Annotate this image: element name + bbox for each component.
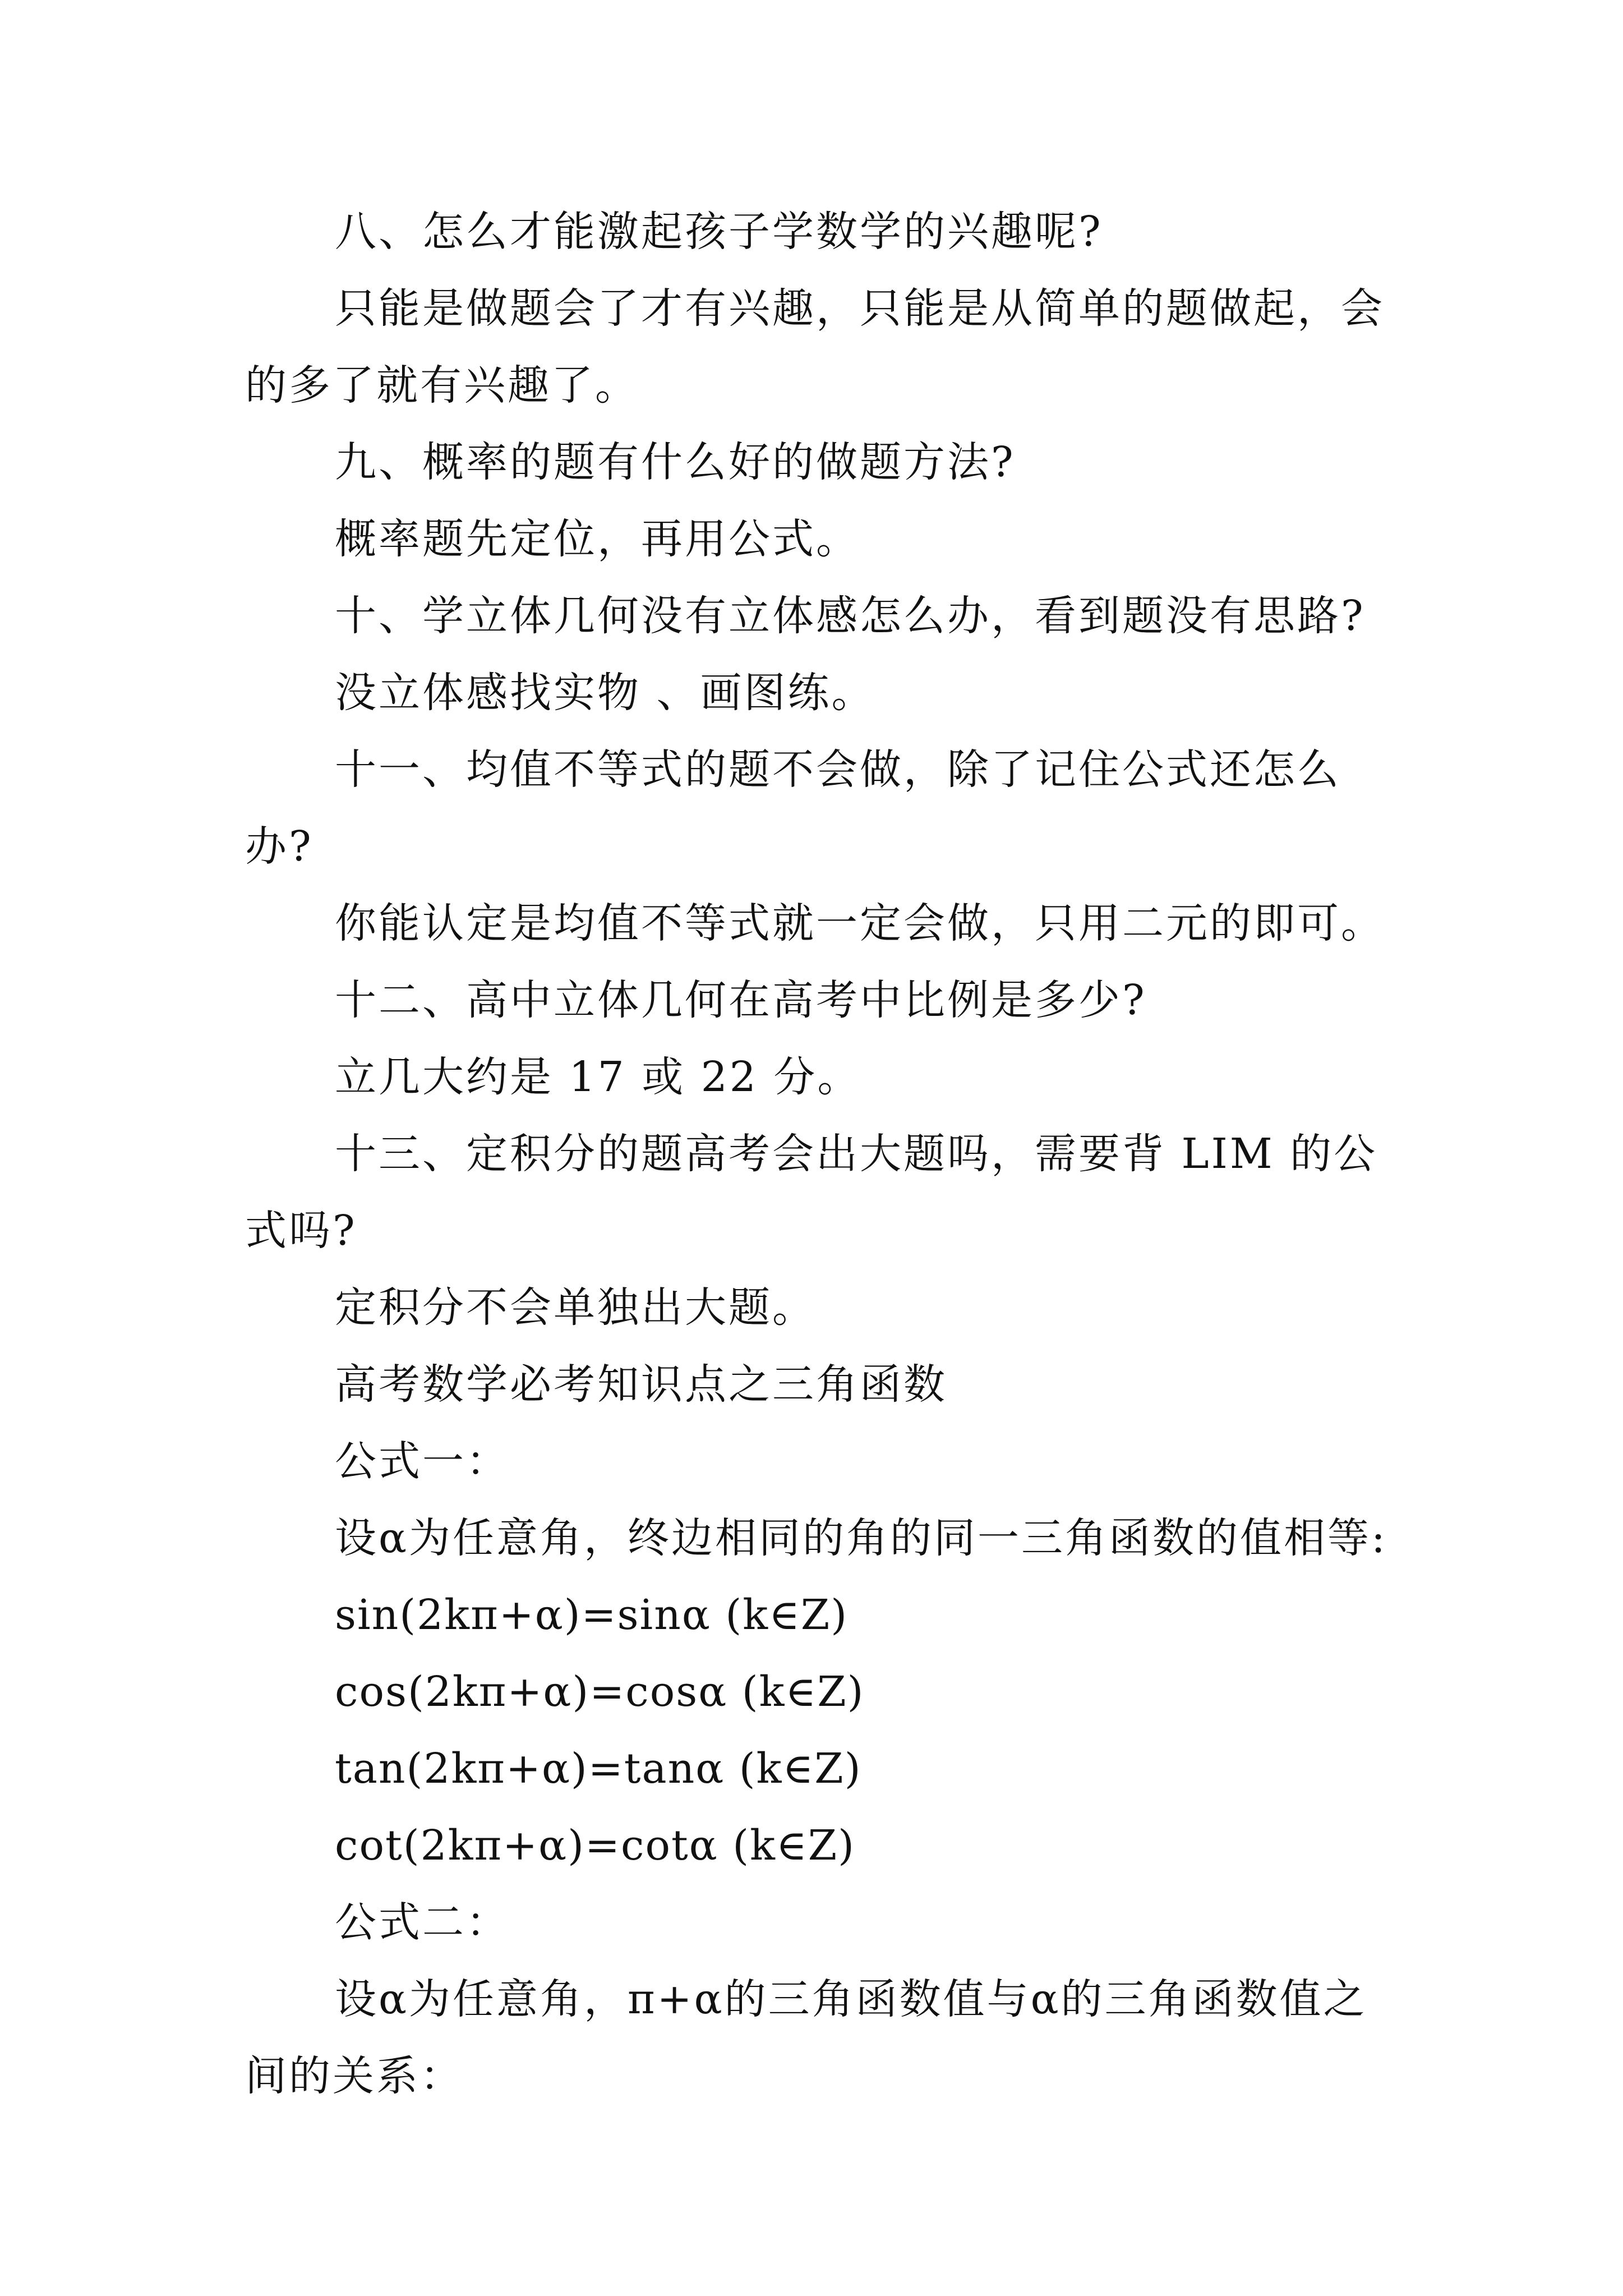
formula-cot: cot(2kπ+α)=cotα (k∈Z) bbox=[335, 1821, 856, 1870]
answer-9: 概率题先定位，再用公式。 bbox=[335, 515, 860, 563]
formula-2-heading: 公式二： bbox=[335, 1898, 510, 1947]
formula-sin: sin(2kπ+α)=sinα (k∈Z) bbox=[335, 1591, 849, 1639]
formula-cos: cos(2kπ+α)=cosα (k∈Z) bbox=[335, 1668, 865, 1716]
question-9: 九、概率的题有什么好的做题方法? bbox=[335, 438, 1016, 486]
question-8: 八、怎么才能激起孩子学数学的兴趣呢? bbox=[335, 208, 1103, 256]
question-10: 十、学立体几何没有立体感怎么办，看到题没有思路? bbox=[335, 592, 1366, 640]
document-body bbox=[245, 194, 1389, 2115]
question-12: 十二、高中立体几何在高考中比例是多少? bbox=[335, 976, 1147, 1024]
section-heading-trig: 高考数学必考知识点之三角函数 bbox=[335, 1360, 947, 1409]
formula-tan: tan(2kπ+α)=tanα (k∈Z) bbox=[335, 1745, 862, 1793]
answer-13: 定积分不会单独出大题。 bbox=[335, 1283, 816, 1332]
formula-2-description: 设α为任意角，π+α的三角函数值与α的三角函数值之间的关系： bbox=[245, 1975, 1367, 2100]
answer-12: 立几大约是 17 或 22 分。 bbox=[335, 1053, 861, 1101]
question-13: 十三、定积分的题高考会出大题吗，需要背 LIM 的公式吗? bbox=[245, 1130, 1378, 1255]
answer-10: 没立体感找实物 、画图练。 bbox=[335, 669, 875, 717]
answer-8: 只能是做题会了才有兴趣，只能是从简单的题做起，会的多了就有兴趣了。 bbox=[245, 284, 1385, 409]
formula-1-heading: 公式一： bbox=[335, 1437, 510, 1485]
formula-1-description: 设α为任意角，终边相同的角的同一三角函数的值相等: bbox=[335, 1514, 1387, 1562]
question-11: 十一、均值不等式的题不会做，除了记住公式还怎么办? bbox=[245, 746, 1341, 871]
answer-11: 你能认定是均值不等式就一定会做，只用二元的即可。 bbox=[335, 899, 1385, 947]
